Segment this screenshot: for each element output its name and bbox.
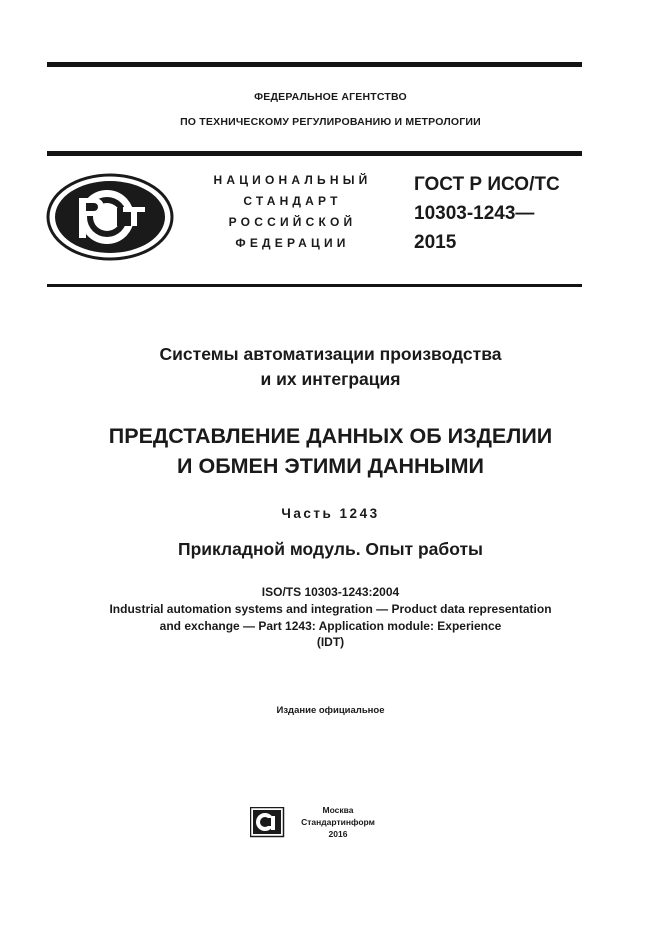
top-rule bbox=[47, 62, 582, 67]
publisher-year: 2016 bbox=[328, 829, 348, 839]
standard-label-line-1: НАЦИОНАЛЬНЫЙ bbox=[213, 173, 372, 187]
series-title-line-2: и их интеграция bbox=[260, 369, 401, 389]
standard-label-line-2: СТАНДАРТ bbox=[243, 194, 342, 208]
gost-r-logo bbox=[45, 172, 175, 267]
iso-code: ISO/TS 10303-1243:2004 bbox=[261, 585, 400, 599]
publisher-city: Москва bbox=[322, 805, 354, 815]
standard-label-line-4: ФЕДЕРАЦИИ bbox=[235, 236, 350, 250]
standard-number bbox=[414, 170, 560, 257]
part-label: Часть 1243 bbox=[281, 506, 380, 521]
standard-number-line-2: 10303-1243— bbox=[414, 203, 535, 224]
iso-title-line-2: and exchange — Part 1243: Application module: Experience bbox=[159, 619, 502, 633]
edition-label: Издание официальное bbox=[276, 705, 385, 716]
standard-number-line-1: ГОСТ Р ИСО/ТС bbox=[414, 174, 560, 195]
publisher-name: Стандартинформ bbox=[301, 817, 375, 827]
standartinform-logo bbox=[250, 807, 286, 844]
standard-label-line-3: РОССИЙСКОЙ bbox=[228, 215, 357, 229]
subtitle: Прикладной модуль. Опыт работы bbox=[178, 539, 483, 559]
main-title-line-1: ПРЕДСТАВЛЕНИЕ ДАННЫХ ОБ ИЗДЕЛИИ bbox=[108, 424, 553, 448]
agency-line-2: ПО ТЕХНИЧЕСКОМУ РЕГУЛИРОВАНИЮ И МЕТРОЛОГИИ bbox=[180, 116, 481, 128]
header-rule bbox=[47, 151, 582, 156]
iso-idt: (IDT) bbox=[316, 635, 345, 649]
logo-rule bbox=[47, 284, 582, 287]
standard-label bbox=[200, 170, 385, 254]
standard-number-line-3: 2015 bbox=[414, 232, 457, 253]
main-title-line-2: И ОБМЕН ЭТИМИ ДАННЫМИ bbox=[177, 454, 484, 478]
publisher-block bbox=[293, 804, 383, 840]
agency-line-1: ФЕДЕРАЛЬНОЕ АГЕНТСТВО bbox=[254, 91, 407, 103]
iso-title-line-1: Industrial automation systems and integration — Product data representation bbox=[109, 602, 552, 616]
series-title-line-1: Системы автоматизации производства bbox=[159, 344, 502, 364]
